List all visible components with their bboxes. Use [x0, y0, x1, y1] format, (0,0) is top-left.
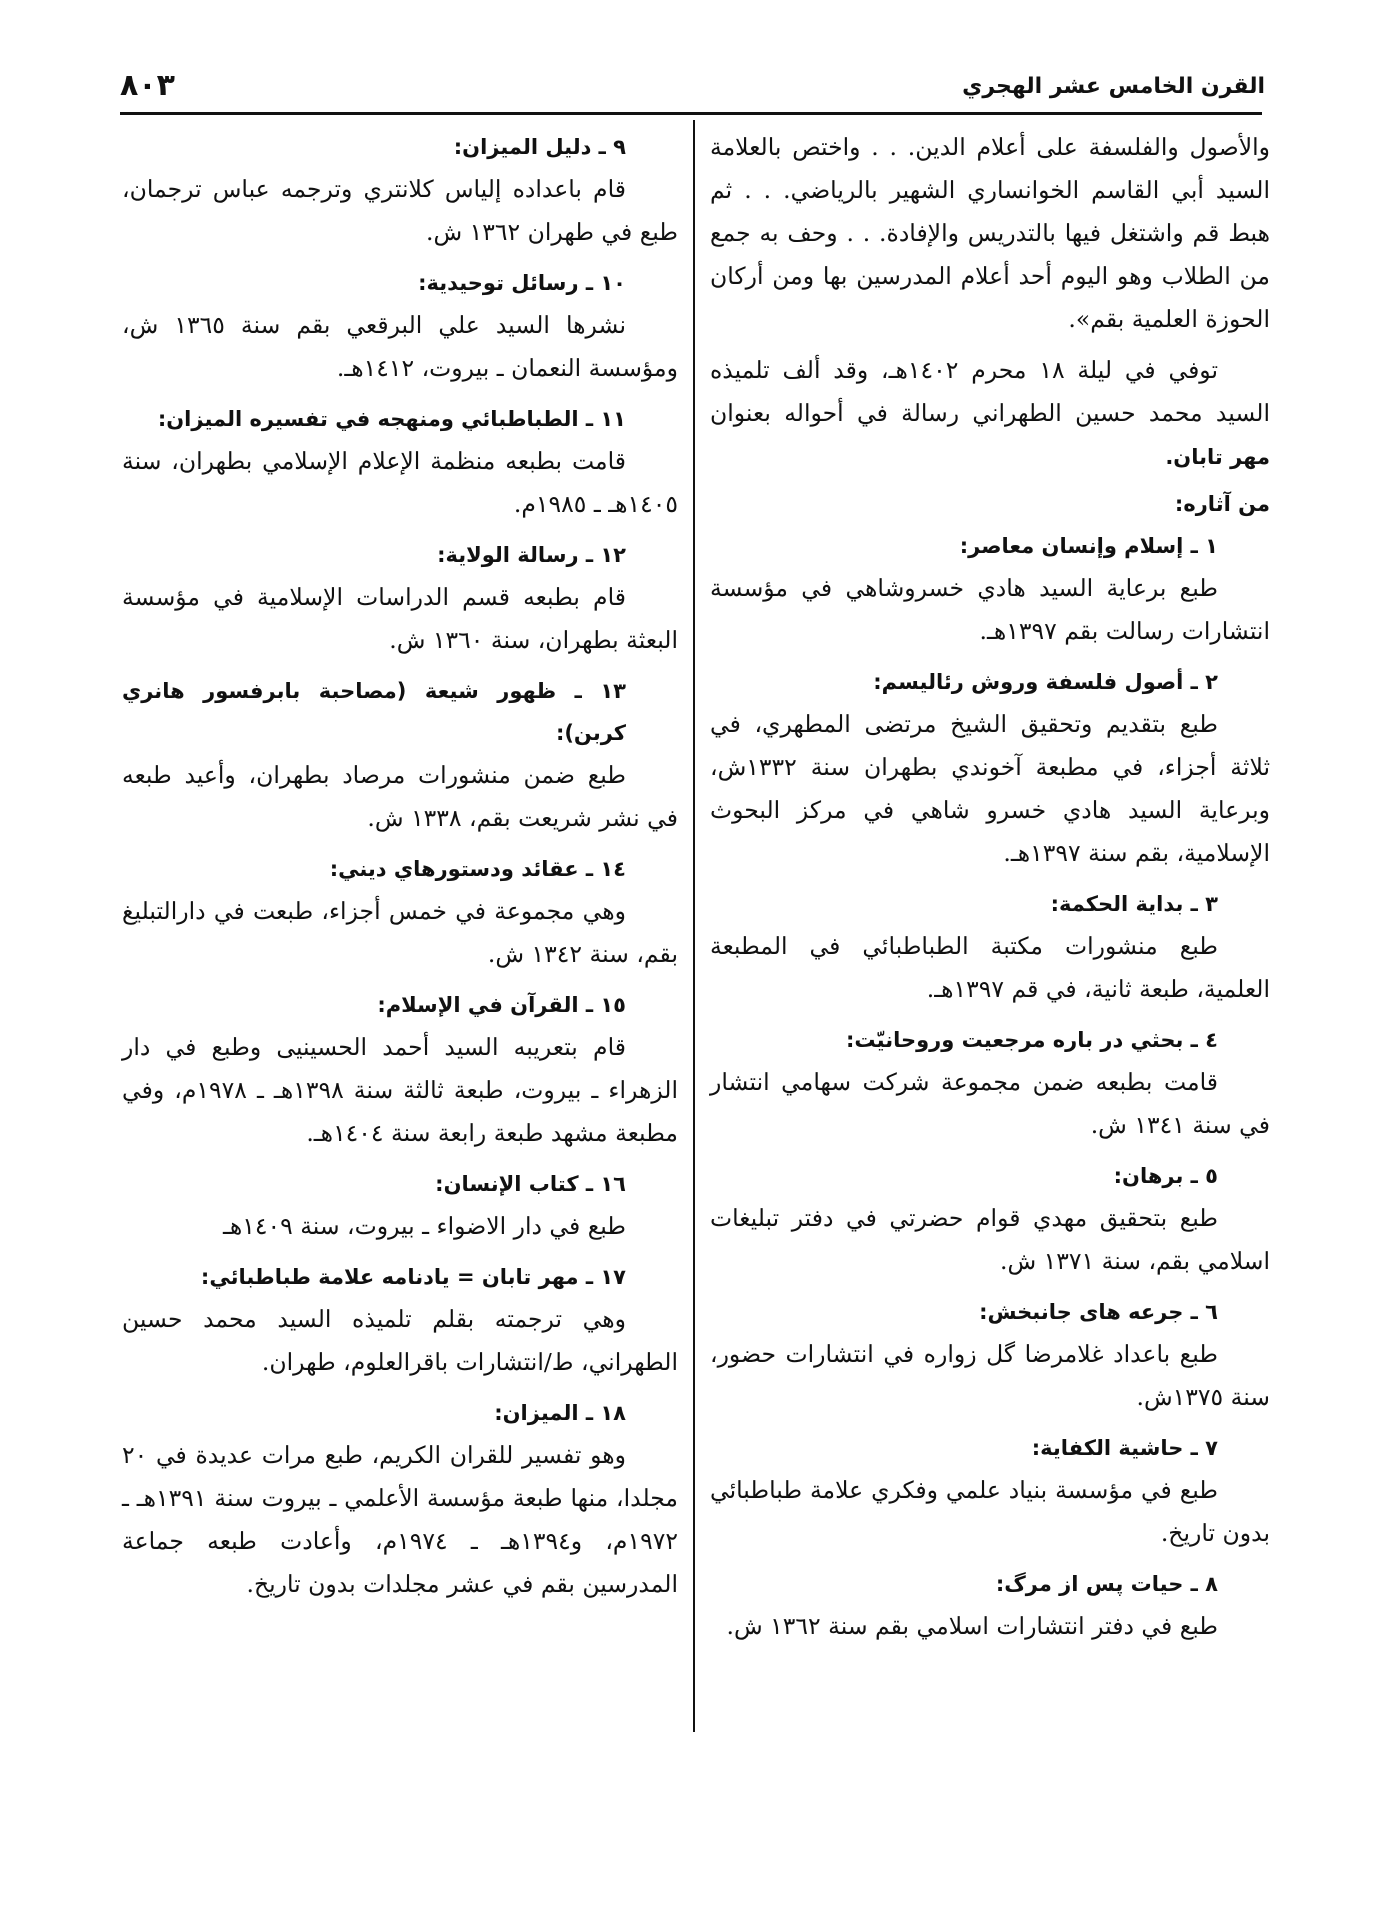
list-item [122, 1256, 678, 1384]
entry-title: ١٥ ـ القرآن في الإسلام: [377, 993, 626, 1017]
entry-title: ١٣ ـ ظهور شيعة (مصاحبة بابرفسور هانري كربن): [122, 679, 626, 745]
list-item [122, 848, 678, 976]
entry-title: ١٤ ـ عقائد ودستورهاي ديني: [329, 857, 626, 881]
list-item [122, 1392, 678, 1606]
entry-text: وهي ترجمته بقلم تلميذه السيد محمد حسين الطهراني، ط/انتشارات باقرالعلوم، طهران. [122, 1305, 678, 1376]
list-item [710, 1155, 1270, 1283]
list-item [122, 670, 678, 840]
list-item [710, 525, 1270, 653]
entry-text: طبع في دفتر انتشارات اسلامي بقم سنة ١٣٦٢ ش. [726, 1612, 1218, 1640]
running-title: القرن الخامس عشر الهجري [962, 74, 1265, 99]
entry-text: طبع بتقديم وتحقيق الشيخ مرتضى المطهري، في ثلاثة أجزاء، في مطبعة آخوندي بطهران سنة ١٣٣٢ش، وبرعاية السيد هادي خسرو شاهي في مركز البحوث الإسلامية، بقم سنة ١٣٩٧هـ. [710, 710, 1270, 867]
page-number: ٨٠٣ [120, 68, 175, 103]
list-item [122, 984, 678, 1155]
entry-text: قامت بطبعه منظمة الإعلام الإسلامي بطهران، سنة ١٤٠٥هـ ـ ١٩٨٥م. [122, 447, 678, 518]
entry-title: ١٢ ـ رسالة الولاية: [437, 543, 626, 567]
list-item [122, 262, 678, 390]
running-header [120, 68, 1265, 114]
entry-title: ١ ـ إسلام وإنسان معاصر: [959, 534, 1218, 558]
entry-title: ١٧ ـ مهر تابان = يادنامه علامة طباطبائي: [200, 1265, 626, 1289]
entry-title: ٤ ـ بحثي در باره مرجعيت وروحانيّت: [846, 1028, 1218, 1052]
entry-text: طبع منشورات مكتبة الطباطبائي في المطبعة العلمية، طبعة ثانية، في قم ١٣٩٧هـ. [710, 932, 1270, 1003]
entry-text: نشرها السيد علي البرقعي بقم سنة ١٣٦٥ ش، ومؤسسة النعمان ـ بيروت، ١٤١٢هـ. [122, 311, 678, 382]
entry-title: ٢ ـ أصول فلسفة وروش رئاليسم: [873, 670, 1218, 694]
death-text: توفي في ليلة ١٨ محرم ١٤٠٢هـ، وقد ألف تلميذه السيد محمد حسين الطهراني رسالة في أحواله بعنوان [710, 356, 1270, 427]
entry-title: ١١ ـ الطباطبائي ومنهجه في تفسيره الميزان: [157, 407, 626, 431]
entry-text: وهو تفسير للقران الكريم، طبع مرات عديدة في ٢٠ مجلدا، منها طبعة مؤسسة الأعلمي ـ بيروت سنة ١٣٩١هـ ـ ١٩٧٢م، و١٣٩٤هـ ـ ١٩٧٤م، وأعادت طبعه جماعة المدرسين بقم في عشر مجلدات بدون تاريخ. [122, 1441, 678, 1598]
list-item [122, 534, 678, 662]
list-item [710, 1291, 1270, 1419]
list-item [710, 1427, 1270, 1555]
left-column [122, 126, 678, 1614]
entry-text: قام بتعريبه السيد أحمد الحسينيى وطبع في دار الزهراء ـ بيروت، طبعة ثالثة سنة ١٣٩٨هـ ـ ١٩٧٨م، وفي مطبعة مشهد طبعة رابعة سنة ١٤٠٤هـ. [122, 1033, 678, 1147]
entry-title: ٩ ـ دليل الميزان: [453, 135, 626, 159]
header-rule [120, 112, 1262, 115]
entry-title: ١٦ ـ كتاب الإنسان: [435, 1172, 626, 1196]
entry-title: ٦ ـ جرعه هاى جانبخش: [979, 1300, 1218, 1324]
entry-title: ٧ ـ حاشية الكفاية: [1031, 1436, 1218, 1460]
entry-text: طبع في مؤسسة بنياد علمي وفكري علامة طباطبائي بدون تاريخ. [710, 1476, 1270, 1547]
entry-title: ١٨ ـ الميزان: [494, 1401, 626, 1425]
list-item [122, 1163, 678, 1248]
entry-text: طبع ضمن منشورات مرصاد بطهران، وأعيد طبعه في نشر شريعت بقم، ١٣٣٨ ش. [122, 761, 678, 832]
list-item [122, 126, 678, 254]
works-heading: من آثاره: [1174, 492, 1270, 516]
list-item [710, 883, 1270, 1011]
entry-text: طبع في دار الاضواء ـ بيروت، سنة ١٤٠٩هـ [222, 1212, 626, 1240]
list-item [710, 1019, 1270, 1147]
entry-text: وهي مجموعة في خمس أجزاء، طبعت في دارالتبليغ بقم، سنة ١٣٤٢ ش. [122, 897, 678, 968]
death-paragraph [710, 349, 1270, 479]
column-divider [693, 120, 695, 1732]
entry-text: طبع باعداد غلامرضا گل زواره في انتشارات حضور، سنة ١٣٧٥ش. [710, 1340, 1270, 1411]
death-book-title: مهر تابان. [1165, 445, 1270, 469]
entry-title: ٣ ـ بداية الحكمة: [1050, 892, 1218, 916]
entry-text: قام باعداده إلياس كلانتري وترجمه عباس ترجمان، طبع في طهران ١٣٦٢ ش. [122, 175, 678, 246]
list-item [710, 1563, 1270, 1648]
entry-text: قام بطبعه قسم الدراسات الإسلامية في مؤسسة البعثة بطهران، سنة ١٣٦٠ ش. [122, 583, 678, 654]
list-item [710, 661, 1270, 875]
entry-text: طبع برعاية السيد هادي خسروشاهي في مؤسسة انتشارات رسالت بقم ١٣٩٧هـ. [710, 574, 1270, 645]
entry-title: ٥ ـ برهان: [1113, 1164, 1218, 1188]
intro-paragraph: والأصول والفلسفة على أعلام الدين. . . واختص بالعلامة السيد أبي القاسم الخوانساري الشهير بالرياضي. . . ثم هبط قم واشتغل فيها بالتدريس والإفادة. . . وحف به جمع من الطلاب وهو اليوم أحد أعلام المدرسين بها ومن أركان الحوزة العلمية بقم». [710, 133, 1270, 333]
entry-title: ١٠ ـ رسائل توحيدية: [418, 271, 626, 295]
list-item [122, 398, 678, 526]
entry-text: طبع بتحقيق مهدي قوام حضرتي في دفتر تبليغات اسلامي بقم، سنة ١٣٧١ ش. [710, 1204, 1270, 1275]
entry-title: ٨ ـ حيات پس از مرگ: [995, 1572, 1218, 1596]
right-column [710, 126, 1270, 1656]
entry-text: قامت بطبعه ضمن مجموعة شركت سهامي انتشار في سنة ١٣٤١ ش. [710, 1068, 1270, 1139]
